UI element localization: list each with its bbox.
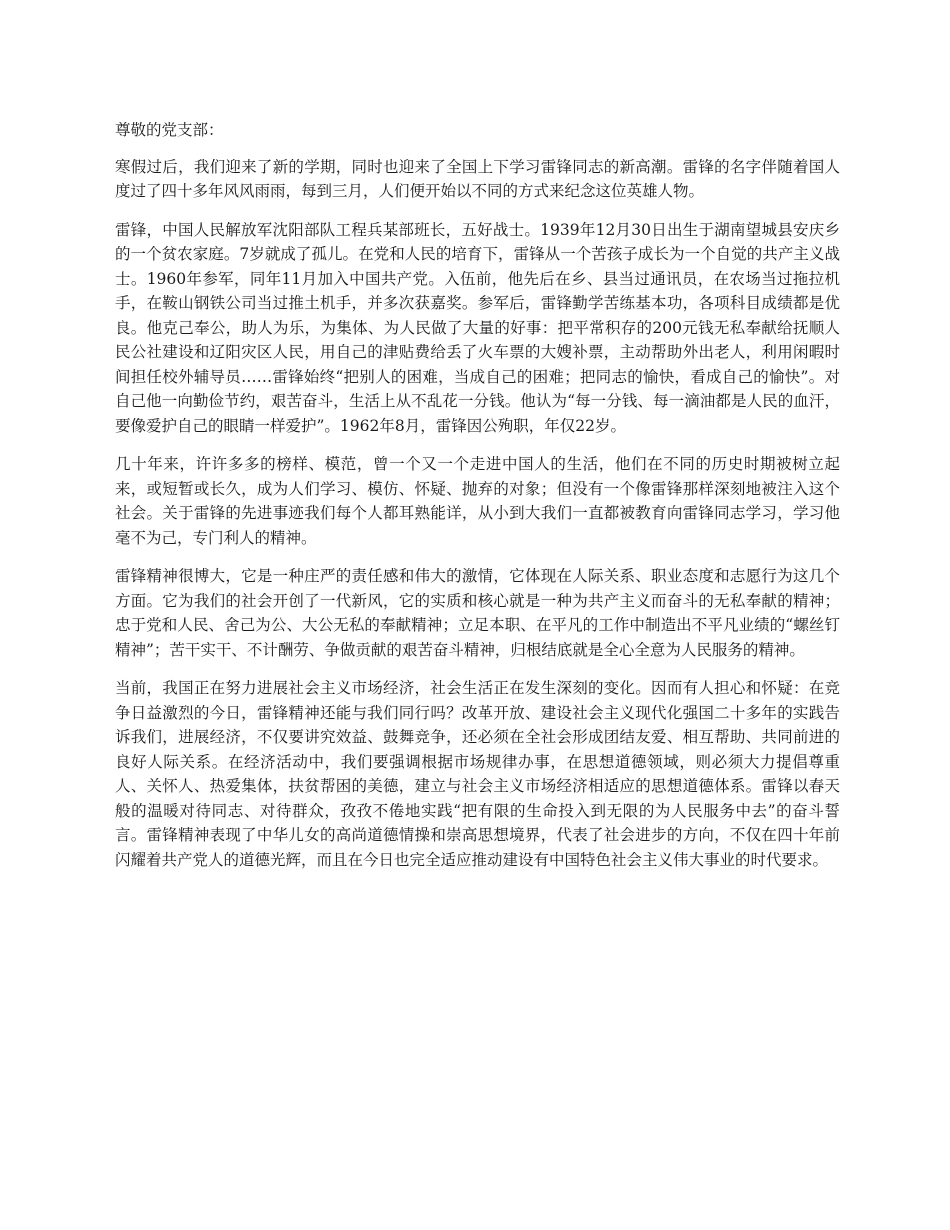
salutation: 尊敬的党支部：	[115, 121, 224, 139]
paragraph-intro: 寒假过后，我们迎来了新的学期，同时也迎来了全国上下学习雷锋同志的新高潮。雷锋的名字伴随着国人度过了四十多年风风雨雨，每到三月，人们便开始以不同的方式来纪念这位英雄人物。	[115, 157, 840, 200]
paragraph-biography: 雷锋，中国人民解放军沈阳部队工程兵某部班长，五好战士。1939年12月30日出生于湖南望城县安庆乡的一个贫农家庭。7岁就成了孤儿。在党和人民的培育下，雷锋从一个苦孩子成长为一个自觉的共产主义战士。1960年参军，同年11月加入中国共产党。入伍前，他先后在乡、县当过通讯员，在农场当过拖拉机手，在鞍山钢铁公司当过推土机手，并多次获嘉奖。参军后，雷锋勤学苦练基本功，各项科目成绩都是优良。他克己奉公，助人为乐，为集体、为人民做了大量的好事：把平常积存的200元钱无私奉献给抚顺人民公社建设和辽阳灾区人民，用自己的津贴费给丢了火车票的大嫂补票，主动帮助外出老人，利用闲暇时间担任校外辅导员……雷锋始终“把别人的困难，当成自己的困难；把同志的愉快，看成自己的愉快”。对自己他一向勤俭节约，艰苦奋斗，生活上从不乱花一分钱。他认为“每一分钱、每一滴油都是人民的血汗，要像爱护自己的眼睛一样爱护”。1962年8月，雷锋因公殉职，年仅22岁。	[115, 220, 840, 435]
paragraph-present-day: 当前，我国正在努力进展社会主义市场经济，社会生活正在发生深刻的变化。因而有人担心和怀疑：在竞争日益激烈的今日，雷锋精神还能与我们同行吗？改革开放、建设社会主义现代化强国二十多年的实践告诉我们，进展经济，不仅要讲究效益、鼓舞竞争，还必须在全社会形成团结友爱、相互帮助、共同前进的良好人际关系。在经济活动中，我们要强调根据市场规律办事，在思想道德领域，则必须大力提倡尊重人、关怀人、热爱集体，扶贫帮困的美德，建立与社会主义市场经济相适应的思想道德体系。雷锋以春天般的温暖对待同志、对待群众，孜孜不倦地实践“把有限的生命投入到无限的为人民服务中去”的奋斗誓言。雷锋精神表现了中华儿女的高尚道德情操和崇高思想境界，代表了社会进步的方向，不仅在四十年前闪耀着共产党人的道德光辉，而且在今日也完全适应推动建设有中国特色社会主义伟大事业的时代要求。	[115, 679, 840, 869]
document-page	[115, 118, 840, 886]
paragraph-role-models: 几十年来，许许多多的榜样、模范，曾一个又一个走进中国人的生活，他们在不同的历史时期被树立起来，或短暂或长久，成为人们学习、模仿、怀疑、抛弃的对象；但没有一个像雷锋那样深刻地被注入这个社会。关于雷锋的先进事迹我们每个人都耳熟能详，从小到大我们一直都被教育向雷锋同志学习，学习他毫不为己，专门利人的精神。	[115, 455, 840, 547]
paragraph-spirit: 雷锋精神很博大，它是一种庄严的责任感和伟大的激情，它体现在人际关系、职业态度和志愿行为这几个方面。它为我们的社会开创了一代新风，它的实质和核心就是一种为共产主义而奋斗的无私奉献的精神；忠于党和人民、舍己为公、大公无私的奉献精神；立足本职、在平凡的工作中制造出不平凡业绩的“螺丝钉精神”；苦干实干、不计酬劳、争做贡献的艰苦奋斗精神，归根结底就是全心全意为人民服务的精神。	[115, 567, 840, 659]
